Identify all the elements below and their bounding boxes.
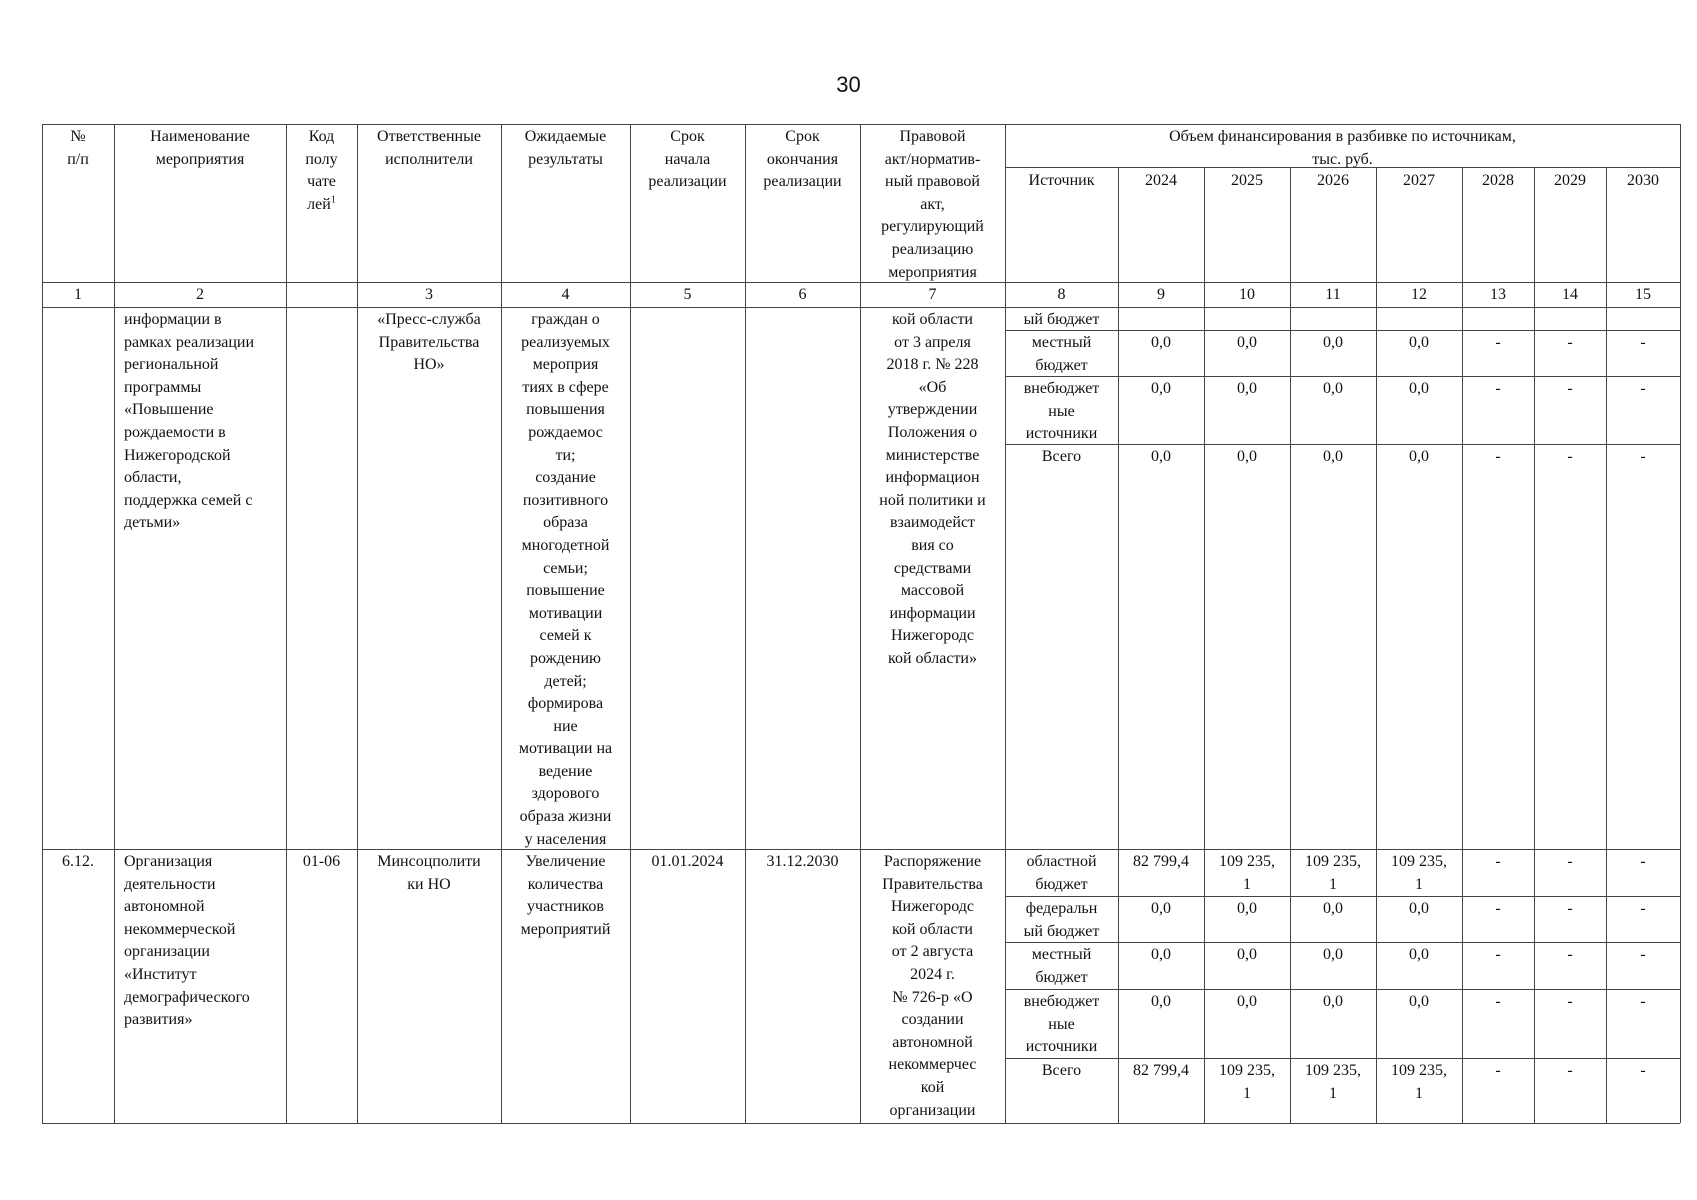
row-b-value: 109 235, 1: [1391, 1062, 1447, 1102]
row-a-value: -: [1567, 380, 1573, 397]
row-b-source-label: федеральн ый бюджет: [1023, 900, 1100, 940]
row-a-source-label: Всего: [1041, 448, 1082, 465]
row-b-value: 109 235, 1: [1305, 1062, 1361, 1102]
row-b-value: 109 235, 1: [1305, 853, 1361, 893]
row-a-source-label: местный бюджет: [1031, 334, 1092, 374]
header-responsible: Ответственные исполнители: [377, 128, 481, 168]
column-rule: [114, 124, 115, 1123]
table-border-top: [42, 124, 1680, 125]
row-b-source-label: местный бюджет: [1031, 946, 1092, 986]
row-b-value: 0,0: [1237, 946, 1257, 963]
row-b-value: 82 799,4: [1133, 1062, 1189, 1079]
row-a-value: 0,0: [1151, 380, 1171, 397]
column-number: 7: [928, 286, 937, 303]
row-b-num: 6.12.: [62, 853, 94, 870]
row-b-value: -: [1567, 993, 1573, 1010]
column-number: 9: [1157, 286, 1165, 303]
column-number: 2: [196, 286, 204, 303]
column-rule: [42, 124, 43, 1123]
row-b-value: -: [1495, 853, 1501, 870]
header-year: 2030: [1627, 172, 1659, 189]
row-a-source-label: внебюджет ные источники: [1023, 380, 1100, 443]
header-funding: Объем финансирования в разбивке по источникам, тыс. руб.: [1169, 128, 1516, 168]
column-rule: [1376, 167, 1377, 1123]
column-number: 13: [1490, 286, 1506, 303]
column-number: 12: [1411, 286, 1427, 303]
header-name: Наименование мероприятия: [150, 128, 250, 168]
row-b-value: -: [1640, 853, 1646, 870]
column-rule: [630, 124, 631, 1123]
row-b-expected: Увеличение количества участников мероприятий: [520, 853, 611, 938]
row-a-value: 0,0: [1151, 334, 1171, 351]
row-b-value: -: [1495, 1062, 1501, 1079]
column-number-rule: [42, 307, 1680, 308]
row-b-source-label: Всего: [1041, 1062, 1082, 1079]
row-b-value: -: [1640, 900, 1646, 917]
row-b-value: -: [1495, 900, 1501, 917]
column-rule: [286, 124, 287, 1123]
column-number: 3: [425, 286, 433, 303]
row-b-value: -: [1495, 946, 1501, 963]
row-b-value: 82 799,4: [1133, 853, 1189, 870]
row-b-value: -: [1567, 900, 1573, 917]
row-a-value: 0,0: [1323, 334, 1343, 351]
row-b-responsible: Минсоцполити ки НО: [377, 853, 481, 893]
row-b-start: 01.01.2024: [651, 853, 724, 870]
column-rule: [745, 124, 746, 1123]
row-b-value: 109 235, 1: [1219, 1062, 1275, 1102]
row-b-value: 0,0: [1409, 900, 1429, 917]
row-b-value: 109 235, 1: [1391, 853, 1447, 893]
row-b-value: 0,0: [1151, 946, 1171, 963]
row-b-value: 0,0: [1409, 946, 1429, 963]
header-year: 2024: [1145, 172, 1177, 189]
header-expected: Ожидаемые результаты: [524, 128, 607, 168]
row-b-value: -: [1640, 1062, 1646, 1079]
header-year: 2028: [1482, 172, 1514, 189]
header-source: Источник: [1028, 172, 1095, 189]
column-number: 4: [561, 286, 570, 303]
header-start: Срок начала реализации: [648, 128, 727, 191]
row-a-value: 0,0: [1237, 334, 1257, 351]
row-b-value: 0,0: [1323, 993, 1343, 1010]
row-a-legal-act: кой области от 3 апреля 2018 г. № 228 «Об утверждении Положения о министерстве информацион ной политики и взаимодейст вия со средствами массовой информации Нижегородс кой области»: [879, 311, 986, 667]
row-b-value: 0,0: [1323, 900, 1343, 917]
column-rule: [1534, 167, 1535, 1123]
table-border-bottom: [42, 1123, 1680, 1124]
row-b-value: -: [1495, 993, 1501, 1010]
row-a-value: -: [1495, 380, 1501, 397]
row-b-value: 0,0: [1409, 993, 1429, 1010]
row-b-source-label: внебюджет ные источники: [1023, 993, 1100, 1056]
row-a-value: 0,0: [1409, 380, 1429, 397]
row-a-value: -: [1495, 448, 1501, 465]
row-b-value: -: [1567, 853, 1573, 870]
footnote-marker: 1: [330, 194, 336, 206]
row-a-value: 0,0: [1237, 448, 1257, 465]
row-b-value: 109 235, 1: [1219, 853, 1275, 893]
row-b-value: 0,0: [1237, 900, 1257, 917]
header-code: Код полу чате лей$^1$: [305, 128, 338, 213]
column-number: 1: [74, 286, 82, 303]
column-rule: [357, 124, 358, 1123]
row-b-value: 0,0: [1323, 946, 1343, 963]
header-year: 2027: [1403, 172, 1435, 189]
column-rule: [1462, 167, 1463, 1123]
row-b-code: 01-06: [302, 853, 341, 870]
row-a-expected: граждан о реализуемых мероприя тиях в сфере повышения рождаемос ти; создание позитивного образа многодетной семьи; повышение мотивации семей к рождению детей; формирова ние мотивации на ведение здорового образа жизни у населения: [518, 311, 613, 848]
column-number: 10: [1239, 286, 1255, 303]
row-b-end: 31.12.2030: [766, 853, 839, 870]
row-b-name: Организация деятельности автономной некоммерческой организации «Институт демографического развития»: [124, 853, 250, 1029]
row-a-value: 0,0: [1237, 380, 1257, 397]
row-b-source-label: областной бюджет: [1026, 853, 1097, 893]
row-a-value: -: [1567, 334, 1573, 351]
row-b-value: -: [1567, 1062, 1573, 1079]
header-year: 2025: [1231, 172, 1263, 189]
row-divider: [42, 849, 1680, 850]
header-num: № п/п: [67, 128, 89, 168]
column-rule: [1680, 124, 1681, 1123]
column-rule: [1118, 167, 1119, 1123]
row-b-value: -: [1640, 946, 1646, 963]
column-number: 6: [798, 286, 807, 303]
row-a-value: -: [1640, 448, 1646, 465]
column-rule: [1204, 167, 1205, 1123]
header-year: 2026: [1317, 172, 1349, 189]
row-b-value: -: [1567, 946, 1573, 963]
column-number: 15: [1635, 286, 1651, 303]
row-a-responsible: «Пресс-служба Правительства НО»: [377, 311, 481, 374]
row-a-value: 0,0: [1151, 448, 1171, 465]
column-number: 8: [1057, 286, 1066, 303]
header-end: Срок окончания реализации: [763, 128, 842, 191]
page-number: 30: [836, 72, 861, 97]
row-a-value: -: [1640, 334, 1646, 351]
row-a-value: -: [1567, 448, 1573, 465]
row-b-legal-act: Распоряжение Правительства Нижегородс кой области от 2 августа 2024 г. № 726-р «О создании автономной некоммерчес кой организации: [882, 853, 983, 1119]
row-b-value: 0,0: [1237, 993, 1257, 1010]
row-a-name: информации в рамках реализации региональной программы «Повышение рождаемости в Нижегородской области, поддержка семей с детьми»: [124, 311, 255, 532]
row-a-value: 0,0: [1323, 380, 1343, 397]
row-a-value: 0,0: [1323, 448, 1343, 465]
header-year: 2029: [1554, 172, 1586, 189]
row-a-value: -: [1495, 334, 1501, 351]
row-b-value: 0,0: [1151, 993, 1171, 1010]
column-rule: [1606, 167, 1607, 1123]
row-a-value: -: [1640, 380, 1646, 397]
column-number: 11: [1325, 286, 1341, 303]
column-number: 5: [683, 286, 692, 303]
row-b-value: -: [1640, 993, 1646, 1010]
column-rule: [1290, 167, 1291, 1123]
header-legal-act: Правовой акт/норматив- ный правовой акт, регулирующий реализацию мероприятия: [881, 128, 984, 281]
row-b-value: 0,0: [1151, 900, 1171, 917]
row-a-value: 0,0: [1409, 448, 1429, 465]
row-a-source-label: ый бюджет: [1023, 311, 1100, 328]
row-a-value: 0,0: [1409, 334, 1429, 351]
column-number: 14: [1562, 286, 1578, 303]
